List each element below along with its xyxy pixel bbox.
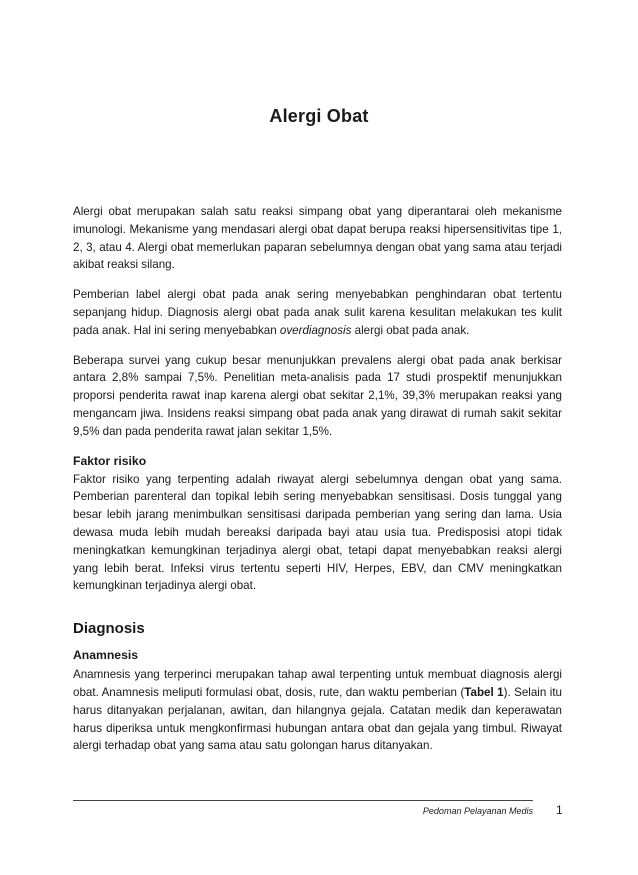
intro-paragraph-3: Beberapa survei yang cukup besar menunjukkan prevalens alergi obat pada anak berkisar antara 2,8% sampai 7,5%. Penelitian meta-analisis pada 17 studi prospektif menunjukkan proporsi penderita rawat inap karena alergi obat sekitar 2,1%, 39,3% merupakan reaksi yang mengancam jiwa. Insidens reaksi simpang obat pada anak yang dirawat di rumah sakit sekitar 9,5% dan pada penderita rawat jalan sekitar 1,5%. bbox=[73, 353, 562, 438]
intro-paragraph-2-text-a: Pemberian label alergi obat pada anak sering menyebabkan penghindaran obat tertentu sepanjang hidup. Diagnosis alergi obat pada anak sulit karena kesulitan melakukan tes kulit pada anak. Hal ini sering menyebabkan bbox=[73, 288, 562, 337]
content-body bbox=[73, 203, 562, 755]
page-number: 1 bbox=[556, 803, 563, 817]
diagnosis-heading: Diagnosis bbox=[73, 620, 145, 638]
anamnesis-text-a: Anamnesis yang terperinci merupakan tahap awal terpenting untuk membuat diagnosis alergi obat. Anamnesis meliputi formulasi obat, dosis, rute, dan waktu pemberian ( bbox=[73, 668, 562, 699]
footer-title: Pedoman Pelayanan Medis bbox=[422, 806, 533, 816]
page-title: Alergi Obat bbox=[269, 106, 369, 126]
intro-paragraph-2 bbox=[73, 286, 562, 339]
risk-factor-paragraph: Faktor risiko yang terpenting adalah riwayat alergi sebelumnya dengan obat yang sama. Pemberian parenteral dan topikal lebih sering menyebabkan sensitisasi. Dosis tunggal yang besar lebih jarang menimbulkan sensitisasi daripada pemberian yang sering dan lama. Usia dewasa muda lebih mudah bereaksi daripada bayi atau usia tua. Predisposisi atopi tidak meningkatkan kemungkinan terjadinya alergi obat, tetapi dapat menyebabkan reaksi alergi yang lebih berat. Infeksi virus tertentu seperti HIV, Herpes, EBV, dan CMV meningkatkan kemungkinan terjadinya alergi obat. bbox=[73, 472, 562, 593]
intro-paragraph-2-text-b: alergi obat pada anak. bbox=[351, 323, 470, 337]
anamnesis-heading: Anamnesis bbox=[73, 648, 139, 663]
overdiagnosis-term: overdiagnosis bbox=[279, 323, 352, 337]
anamnesis-paragraph bbox=[73, 666, 562, 755]
risk-factor-heading: Faktor risiko bbox=[73, 453, 147, 468]
intro-paragraph-1: Alergi obat merupakan salah satu reaksi simpang obat yang diperantarai oleh mekanisme imunologi. Mekanisme yang mendasari alergi obat dapat berupa reaksi hipersensitivitas tipe 1, 2, 3, atau 4. Alergi obat memerlukan paparan sebelumnya dengan obat yang sama atau terjadi akibat reaksi silang. bbox=[73, 205, 562, 272]
table-reference: Tabel 1 bbox=[464, 685, 504, 699]
footer-divider bbox=[73, 800, 533, 801]
anamnesis-text-b: ). Selain itu harus ditanyakan perjalanan, awitan, dan hilangnya gejala. Catatan medik dan keperawatan harus diperiksa untuk mengkonfirmasi hubungan antara obat dan gejala yang timbul. Riwayat alergi terhadap obat yang sama atau satu golongan harus ditanyakan. bbox=[73, 685, 563, 753]
